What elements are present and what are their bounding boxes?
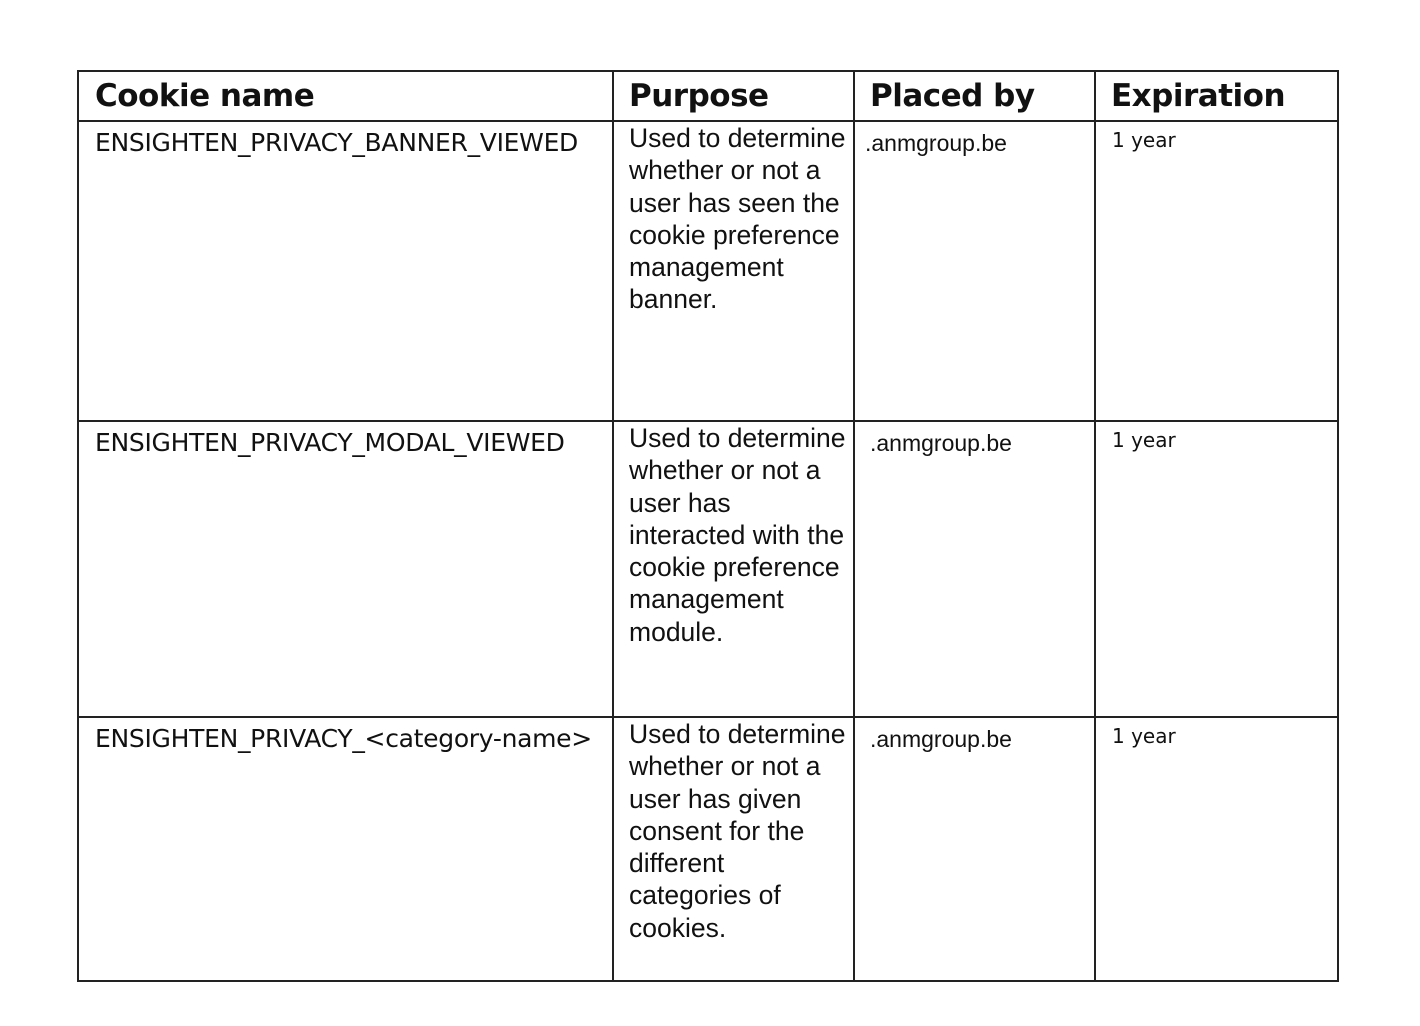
header-placed-by: Placed by bbox=[854, 71, 1095, 121]
cookie-table bbox=[77, 70, 1339, 982]
purpose-cell: Used to determine whether or not a user has interacted with the cookie preference management module. bbox=[613, 421, 854, 717]
expiration-cell: 1 year bbox=[1095, 421, 1338, 717]
expiration-cell: 1 year bbox=[1095, 717, 1338, 981]
header-purpose: Purpose bbox=[613, 71, 854, 121]
header-cookie-name: Cookie name bbox=[78, 71, 613, 121]
purpose-cell: Used to determine whether or not a user has given consent for the different categories of cookies. bbox=[613, 717, 854, 981]
header-expiration: Expiration bbox=[1095, 71, 1338, 121]
cookie-name-cell: ENSIGHTEN_PRIVACY_BANNER_VIEWED bbox=[78, 121, 613, 421]
purpose-cell: Used to determine whether or not a user has seen the cookie preference management banner. bbox=[613, 121, 854, 421]
placed-by-cell: .anmgroup.be bbox=[854, 121, 1095, 421]
table-row bbox=[78, 121, 1338, 421]
expiration-cell: 1 year bbox=[1095, 121, 1338, 421]
table-row bbox=[78, 421, 1338, 717]
table-header-row bbox=[78, 71, 1338, 121]
table-row bbox=[78, 717, 1338, 981]
cookie-name-cell: ENSIGHTEN_PRIVACY_<category-name> bbox=[78, 717, 613, 981]
cookie-name-cell: ENSIGHTEN_PRIVACY_MODAL_VIEWED bbox=[78, 421, 613, 717]
placed-by-cell: .anmgroup.be bbox=[854, 717, 1095, 981]
placed-by-cell: .anmgroup.be bbox=[854, 421, 1095, 717]
